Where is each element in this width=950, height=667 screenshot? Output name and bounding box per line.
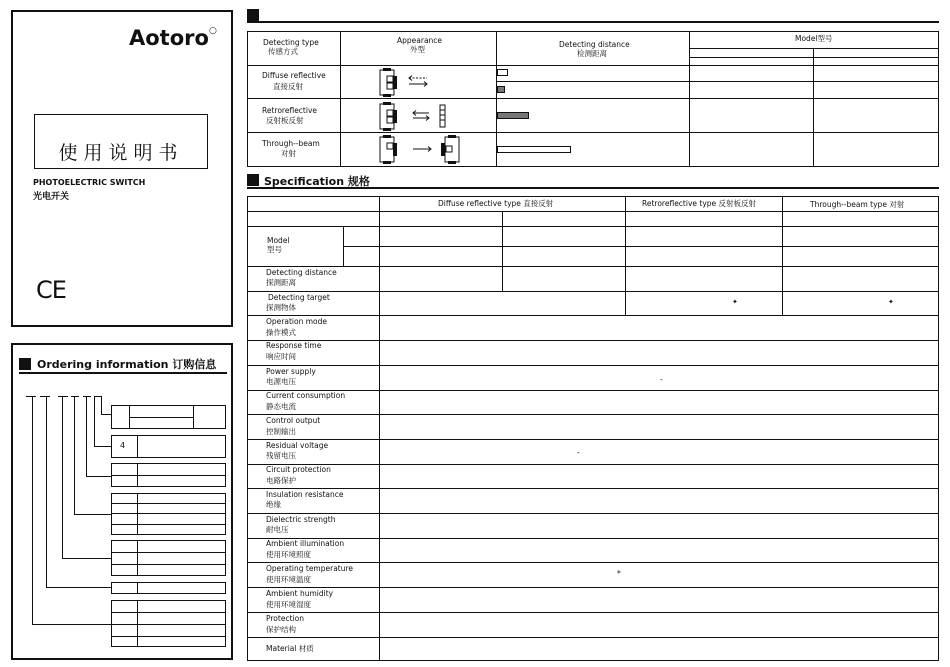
spec-label-en: Circuit protection xyxy=(266,465,331,474)
spec-label-cn: 使用环境湿度 xyxy=(266,600,311,609)
power-supply-dash: - xyxy=(660,375,663,384)
spec-label-en: Detecting target xyxy=(268,293,330,302)
distance-bar-through xyxy=(497,146,571,153)
retroreflective-sensor-icon xyxy=(375,100,455,132)
spec-label-en: Control output xyxy=(266,416,321,425)
distance-bar-diffuse-2 xyxy=(497,86,505,93)
spec-label-cn: 控制输出 xyxy=(266,427,296,436)
col-appearance-en: Appearance xyxy=(397,36,443,45)
detect-row-diffuse-cn: 直接反射 xyxy=(273,82,303,91)
top-section-marker xyxy=(247,9,259,21)
detect-row-through-en: Through--beam xyxy=(262,139,320,148)
spec-label-cn: 电源电压 xyxy=(266,377,296,386)
col-model: Model型号 xyxy=(795,34,833,43)
brand-logo: Aotoro○ xyxy=(129,26,217,50)
spec-label-cn: 响应时间 xyxy=(266,352,296,361)
col-appearance-cn: 外型 xyxy=(410,45,425,54)
spec-label-en: Detecting distance xyxy=(266,268,337,277)
spec-title: Specification 规格 xyxy=(264,175,370,188)
col-type-cn: 传感方式 xyxy=(268,47,298,56)
spec-label-en: Ambient illumination xyxy=(266,539,345,548)
temperature-star: * xyxy=(617,569,621,578)
ordering-title-rule xyxy=(19,372,227,374)
spec-label-cn: 使用环境照度 xyxy=(266,550,311,559)
spec-title-rule xyxy=(247,187,939,189)
detect-row-through-cn: 对射 xyxy=(281,149,296,158)
spec-label-en: Protection xyxy=(266,614,304,623)
spec-label-cn: 耐电压 xyxy=(266,525,289,534)
through-beam-sensor-icon xyxy=(375,133,470,166)
spec-label-en: Residual voltage xyxy=(266,441,329,450)
spec-label-en: Material 材质 xyxy=(266,644,314,653)
spec-label-en: Operating temperature xyxy=(266,564,354,573)
spec-col-diffuse: Diffuse reflective type 直接反射 xyxy=(438,199,554,208)
col-type-en: Detecting type xyxy=(263,38,319,47)
option-code-digit: 4 xyxy=(120,441,126,450)
spec-label-cn: 探测距离 xyxy=(266,278,296,287)
spec-label-cn: 保护结构 xyxy=(266,625,296,634)
spec-label-en: Power supply xyxy=(266,367,316,376)
spec-label-cn: 残留电压 xyxy=(266,451,296,460)
brand-logo-text: Aotoro xyxy=(129,26,209,50)
top-section-rule xyxy=(247,21,939,23)
spec-col-through: Through--beam type 对射 xyxy=(810,200,905,209)
detect-row-retro-cn: 反射板反射 xyxy=(266,116,304,125)
spec-label-cn: 探测物体 xyxy=(266,303,296,312)
spec-label-en: Operation mode xyxy=(266,317,327,326)
detect-row-retro-en: Retroreflective xyxy=(262,106,318,115)
spec-col-retro: Retroreflective type 反射板反射 xyxy=(642,199,757,208)
target-through-mark: ✦ xyxy=(888,298,894,306)
spec-label-en: Model xyxy=(267,236,290,245)
manual-title: 使用说明书 xyxy=(58,142,184,164)
spec-label-cn: 绝缘 xyxy=(266,500,281,509)
spec-label-en: Dielectric strength xyxy=(266,515,336,524)
spec-label-en: Insulation resistance xyxy=(266,490,344,499)
detect-row-diffuse-en: Diffuse reflective xyxy=(262,71,326,80)
spec-label-cn: 使用环境温度 xyxy=(266,575,311,584)
diffuse-sensor-icon xyxy=(375,66,435,98)
col-distance-cn: 检测距离 xyxy=(577,49,607,58)
residual-voltage-dash: - xyxy=(577,448,580,457)
ordering-title-marker xyxy=(19,358,31,370)
ordering-title: Ordering information 订购信息 xyxy=(37,358,217,371)
product-name-cn: 光电开关 xyxy=(33,192,70,202)
spec-label-cn: 型号 xyxy=(267,245,282,254)
ce-mark: CE xyxy=(36,276,66,304)
spec-title-marker xyxy=(247,174,259,186)
spec-label-en: Response time xyxy=(266,341,322,350)
spec-label-cn: 操作模式 xyxy=(266,328,296,337)
distance-bar-diffuse-1 xyxy=(497,69,508,76)
spec-label-cn: 静态电流 xyxy=(266,402,296,411)
product-name-en: PHOTOELECTRIC SWITCH xyxy=(33,178,146,187)
spec-label-cn: 电路保护 xyxy=(266,476,296,485)
spec-label-en: Ambient humidity xyxy=(266,589,334,598)
col-distance-en: Detecting distance xyxy=(559,40,630,49)
spec-label-en: Current consumption xyxy=(266,391,346,400)
distance-bar-retro xyxy=(497,112,529,119)
target-retro-mark: ✦ xyxy=(732,298,738,306)
